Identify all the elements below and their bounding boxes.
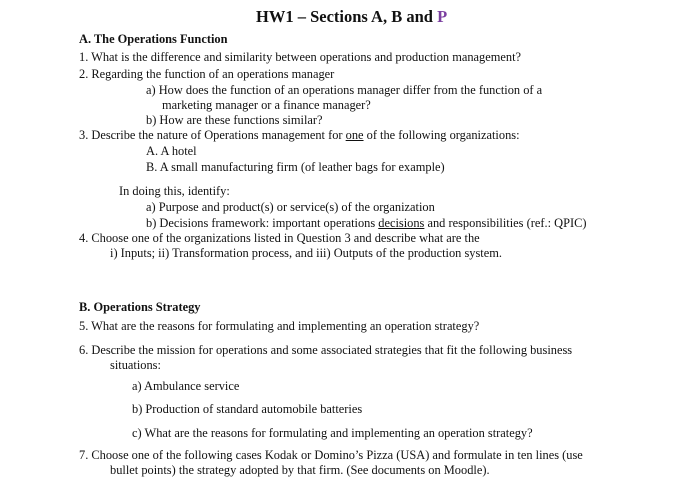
question-6-option-c: c) What are the reasons for formulating and implementing an operation strategy? bbox=[132, 426, 533, 440]
identify-b bbox=[146, 216, 586, 231]
identify-a: a) Purpose and product(s) or service(s) of the organization bbox=[146, 200, 435, 214]
section-b-heading: B. Operations Strategy bbox=[79, 300, 201, 314]
title-main: HW1 – Sections A, B and bbox=[256, 7, 438, 26]
identify-b-underlined: decisions bbox=[378, 216, 425, 230]
question-2a-line1: a) How does the function of an operations manager differ from the function of a bbox=[146, 83, 543, 97]
question-6-line1: 6. Describe the mission for operations and some associated strategies that fit the following business bbox=[79, 343, 573, 357]
section-a-heading: A. The Operations Function bbox=[79, 32, 228, 46]
question-3-option-b: B. A small manufacturing firm (of leather bags for example) bbox=[146, 160, 445, 174]
question-2b: b) How are these functions similar? bbox=[146, 113, 323, 127]
question-2a-line2: marketing manager or a finance manager? bbox=[162, 98, 371, 112]
question-2: 2. Regarding the function of an operations manager bbox=[79, 67, 335, 81]
identify-b-pre: b) Decisions framework: important operations bbox=[146, 216, 379, 230]
identify-b-post: and responsibilities (ref.: QPIC) bbox=[424, 216, 587, 230]
question-4-line2: i) Inputs; ii) Transformation process, and iii) Outputs of the production system. bbox=[110, 246, 502, 260]
question-3-underlined: one bbox=[345, 128, 364, 142]
question-3 bbox=[79, 128, 520, 143]
question-3-option-a: A. A hotel bbox=[146, 144, 197, 158]
question-4-line1: 4. Choose one of the organizations listed in Question 3 and describe what are the bbox=[79, 231, 480, 245]
question-7-line2: bullet points) the strategy adopted by that firm. (See documents on Moodle). bbox=[110, 463, 490, 477]
identify-intro: In doing this, identify: bbox=[119, 184, 230, 198]
question-1: 1. What is the difference and similarity between operations and production management? bbox=[79, 50, 522, 64]
question-5: 5. What are the reasons for formulating and implementing an operation strategy? bbox=[79, 319, 480, 333]
title-accent: P bbox=[437, 7, 448, 26]
question-7-line1: 7. Choose one of the following cases Kodak or Domino’s Pizza (USA) and formulate in ten lines (use bbox=[79, 448, 583, 462]
question-3-pre: 3. Describe the nature of Operations management for bbox=[79, 128, 346, 142]
question-6-line2: situations: bbox=[110, 358, 161, 372]
question-3-post: of the following organizations: bbox=[363, 128, 520, 142]
question-6-option-a: a) Ambulance service bbox=[132, 379, 240, 393]
question-6-option-b: b) Production of standard automobile batteries bbox=[132, 402, 363, 416]
page-title bbox=[256, 7, 447, 27]
